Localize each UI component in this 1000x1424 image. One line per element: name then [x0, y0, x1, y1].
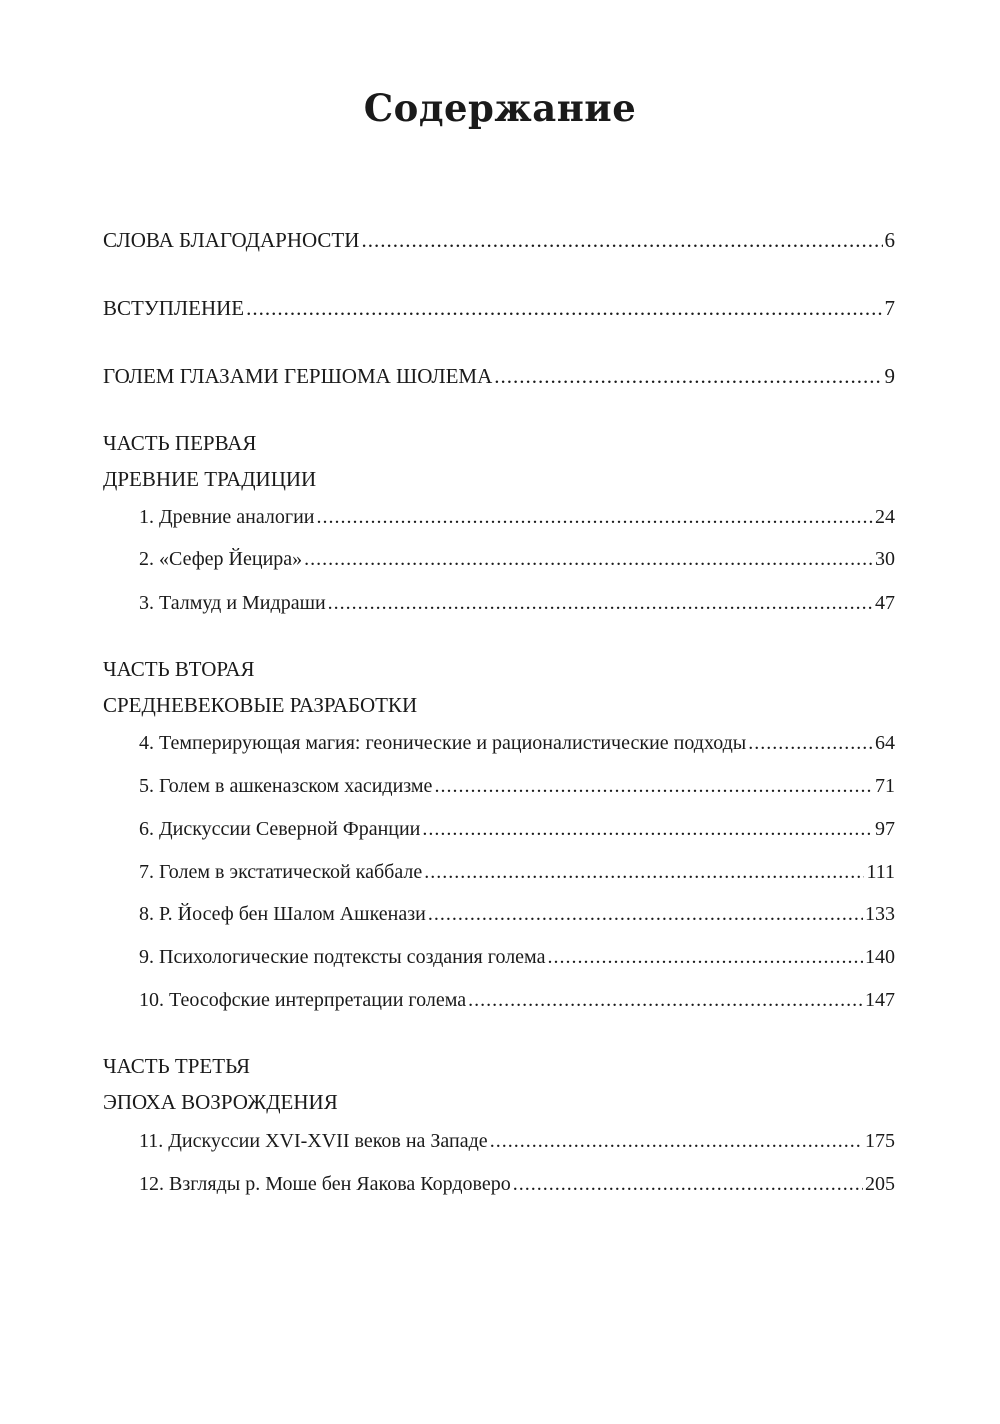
dot-leader [246, 296, 882, 321]
toc-entry-label: 10. Теософские интерпретации голема [139, 989, 467, 1011]
dot-leader [428, 903, 863, 926]
toc-entry-label: 9. Психологические подтексты создания голема [139, 946, 546, 968]
part-heading-3 [103, 1048, 895, 1120]
dot-leader [422, 818, 873, 841]
toc-entry-label: 2. «Сефер Йецира» [139, 548, 303, 570]
toc-chapter-5[interactable] [139, 775, 895, 798]
toc-chapter-11[interactable] [139, 1130, 895, 1153]
part-number: ЧАСТЬ ПЕРВАЯ [103, 431, 257, 455]
toc-entry-page: 64 [875, 732, 895, 754]
toc-entry-page: 6 [884, 228, 895, 252]
dot-leader [316, 506, 873, 529]
toc-entry-page: 24 [875, 506, 895, 528]
dot-leader [434, 775, 873, 798]
dot-leader [513, 1173, 863, 1196]
dot-leader [748, 732, 873, 755]
toc-entry-page: 147 [865, 989, 895, 1011]
part-title: ЭПОХА ВОЗРОЖДЕНИЯ [103, 1090, 338, 1114]
toc-entry-page: 47 [875, 592, 895, 614]
part-number: ЧАСТЬ ВТОРАЯ [103, 657, 255, 681]
toc-entry-page: 7 [884, 296, 895, 320]
toc-entry-acknowledgements[interactable] [103, 228, 895, 253]
dot-leader [494, 364, 882, 389]
part-title: СРЕДНЕВЕКОВЫЕ РАЗРАБОТКИ [103, 693, 418, 717]
part-heading-1 [103, 425, 895, 497]
toc-entry-label: 8. Р. Йосеф бен Шалом Ашкенази [139, 903, 426, 925]
toc-chapter-2[interactable] [139, 548, 895, 571]
toc-entry-label: 5. Голем в ашкеназском хасидизме [139, 775, 433, 797]
page-title: Содержание [363, 86, 637, 130]
dot-leader [490, 1130, 863, 1153]
dot-leader [468, 989, 863, 1012]
toc-entry-page: 9 [884, 364, 895, 388]
toc-entry-label: 6. Дискуссии Северной Франции [139, 818, 421, 840]
toc-entry-label: СЛОВА БЛАГОДАРНОСТИ [103, 228, 360, 252]
toc-entry-page: 71 [875, 775, 895, 797]
part-number: ЧАСТЬ ТРЕТЬЯ [103, 1054, 251, 1078]
toc-chapter-8[interactable] [139, 903, 895, 926]
toc-entry-label: ВСТУПЛЕНИЕ [103, 296, 245, 320]
dot-leader [328, 592, 873, 615]
toc-entry-page: 175 [865, 1130, 895, 1152]
toc-entry-page: 140 [865, 946, 895, 968]
toc-entry-page: 133 [865, 903, 895, 925]
toc-entry-label: 7. Голем в экстатической каббале [139, 861, 423, 883]
toc-entry-label: 4. Темперирующая магия: геонические и рационалистические подходы [139, 732, 747, 754]
toc-chapter-1[interactable] [139, 506, 895, 529]
toc-chapter-10[interactable] [139, 989, 895, 1012]
toc-entry-introduction[interactable] [103, 296, 895, 321]
toc-entry-page: 205 [865, 1173, 895, 1195]
toc-entry-page: 30 [875, 548, 895, 570]
part-title: ДРЕВНИЕ ТРАДИЦИИ [103, 467, 317, 491]
toc-entry-scholem[interactable] [103, 364, 895, 389]
toc-chapter-7[interactable] [139, 861, 895, 884]
toc-entry-page: 111 [866, 861, 895, 883]
toc-chapter-12[interactable] [139, 1173, 895, 1196]
toc-entry-label: ГОЛЕМ ГЛАЗАМИ ГЕРШОМА ШОЛЕМА [103, 364, 493, 388]
dot-leader [424, 861, 864, 884]
toc-chapter-9[interactable] [139, 946, 895, 969]
dot-leader [361, 228, 882, 253]
toc-entry-label: 11. Дискуссии XVI-XVII веков на Западе [139, 1130, 488, 1152]
toc-chapter-4[interactable] [139, 732, 895, 755]
dot-leader [547, 946, 863, 969]
toc-entry-page: 97 [875, 818, 895, 840]
toc-entry-label: 3. Талмуд и Мидраши [139, 592, 326, 614]
toc-entry-label: 1. Древние аналогии [139, 506, 315, 528]
toc-chapter-6[interactable] [139, 818, 895, 841]
dot-leader [304, 548, 873, 571]
toc-entry-label: 12. Взгляды р. Моше бен Яакова Кордоверо [139, 1173, 511, 1195]
toc-chapter-3[interactable] [139, 592, 895, 615]
part-heading-2 [103, 651, 895, 723]
